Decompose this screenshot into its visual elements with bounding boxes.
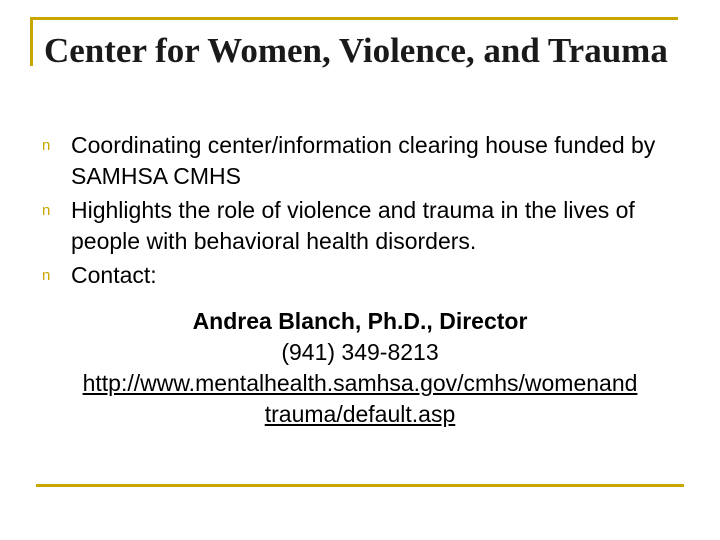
slide-title: Center for Women, Violence, and Trauma	[44, 31, 668, 70]
bullet-text: Contact:	[71, 262, 157, 288]
square-bullet-icon: n	[42, 137, 51, 154]
contact-block	[36, 306, 684, 430]
square-bullet-icon: n	[42, 267, 51, 284]
bullet-item-contact	[40, 260, 690, 291]
contact-name: Andrea Blanch, Ph.D., Director	[192, 308, 528, 334]
bullet-item-highlights	[40, 195, 690, 257]
bullet-item-coordinating-center	[40, 130, 690, 192]
left-rule	[30, 17, 33, 66]
contact-url-line-2[interactable]: trauma/default.asp	[264, 401, 456, 427]
bullet-text: Coordinating center/information clearing house funded by SAMHSA CMHS	[71, 132, 656, 189]
bullet-text: Highlights the role of violence and trauma in the lives of people with behavioral health disorders.	[71, 197, 635, 254]
contact-phone: (941) 349-8213	[281, 339, 439, 365]
bottom-rule	[36, 484, 684, 487]
top-rule	[30, 17, 678, 20]
contact-url-line-1[interactable]: http://www.mentalhealth.samhsa.gov/cmhs/womenand	[82, 370, 638, 396]
contact-url-link[interactable]	[36, 368, 684, 430]
bullet-list	[40, 130, 690, 294]
square-bullet-icon: n	[42, 202, 51, 219]
